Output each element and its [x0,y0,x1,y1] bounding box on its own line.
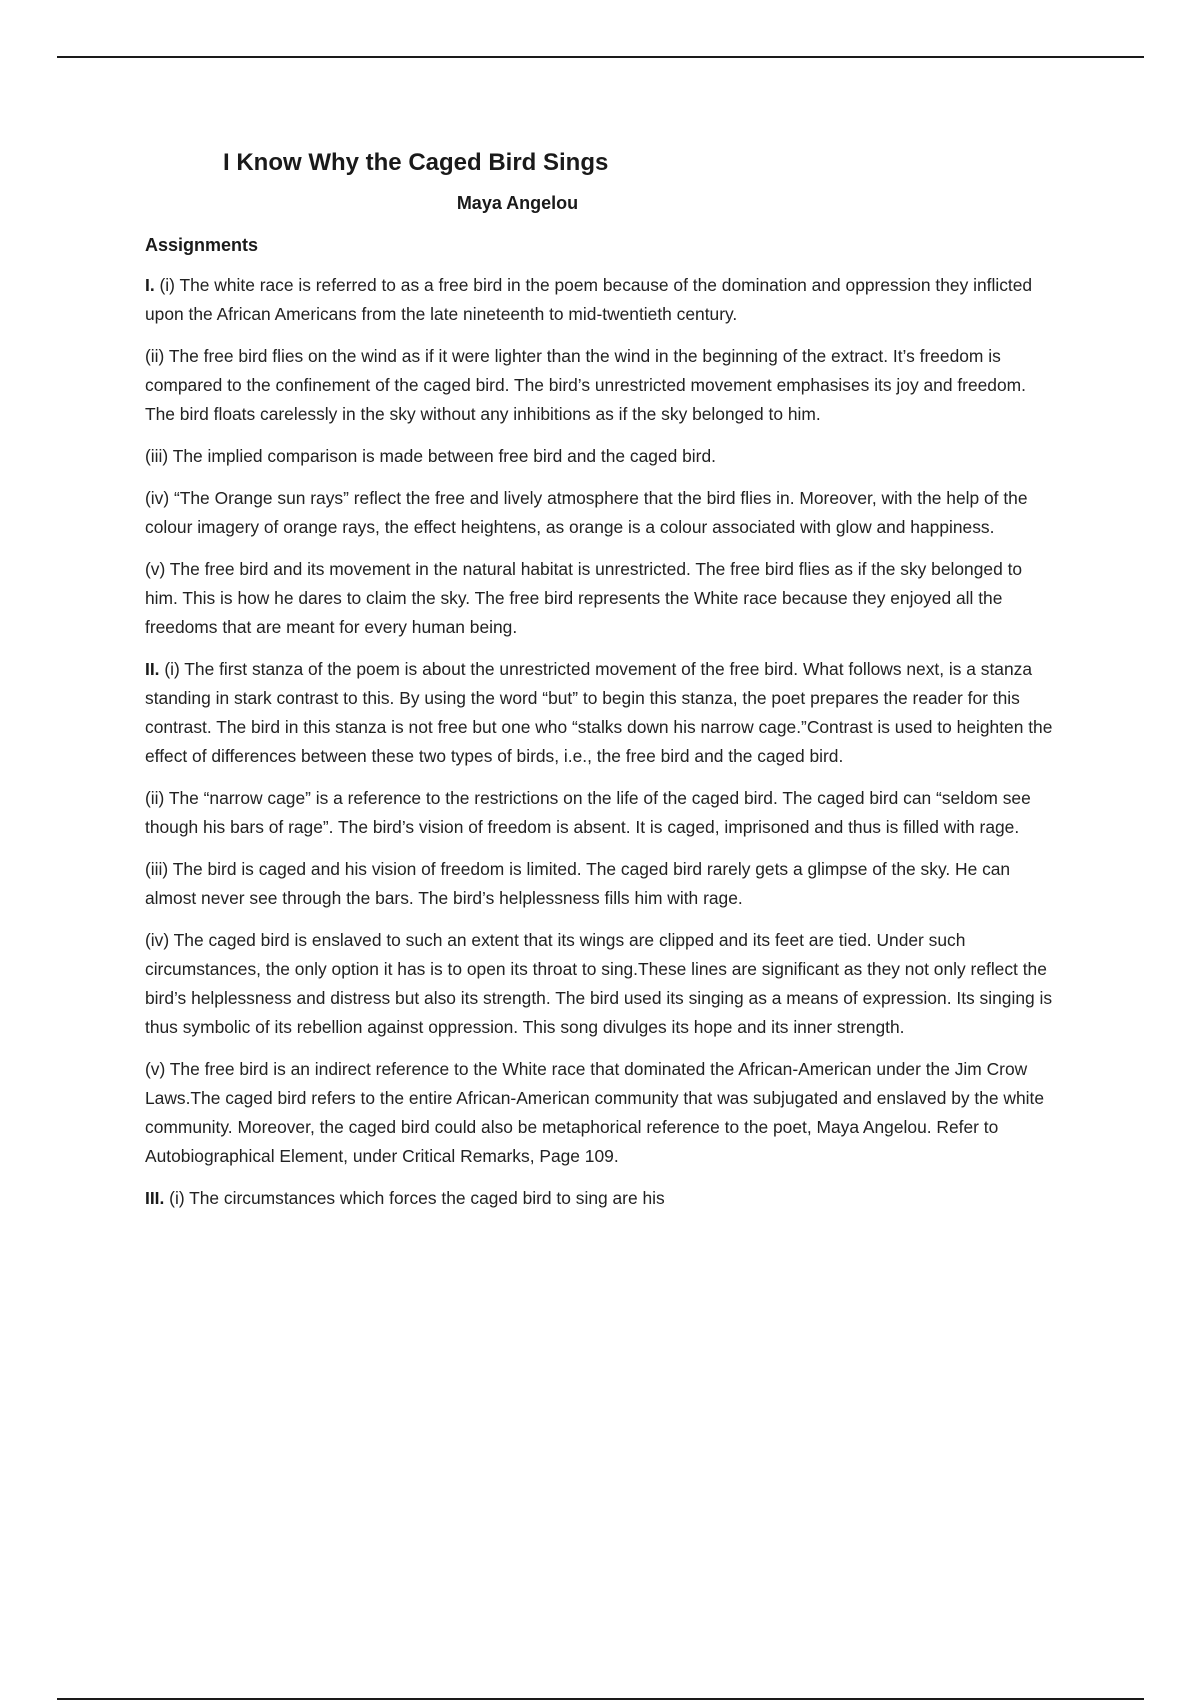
paragraph-text: (i) The circumstances which forces the caged bird to sing are his [164,1188,665,1208]
document-title: I Know Why the Caged Bird Sings [223,149,609,176]
paragraph-text: (ii) The free bird flies on the wind as if it were lighter than the wind in the beginning of the extract. It’s freedom is compared to the confinement of the caged bird. The bird’s unrestricted movement emphasises its joy and freedom. The bird floats carelessly in the sky without any inhibitions as if the sky belonged to him. [145,346,1026,424]
paragraph [145,342,1055,429]
paragraph [145,1055,1055,1171]
author-name: Maya Angelou [456,193,579,213]
document-body [145,146,1055,1213]
paragraph-text: (i) The white race is referred to as a free bird in the poem because of the domination and oppression they inflicted upon the African Americans from the late nineteenth to mid-twentieth century. [145,275,1033,324]
paragraph [145,855,1055,913]
paragraph [145,926,1055,1042]
paragraph-text: (iii) The bird is caged and his vision of freedom is limited. The caged bird rarely gets a glimpse of the sky. He can almost never see through the bars. The bird’s helplessness fills him with rage. [145,859,1011,908]
paragraph-text: (iii) The implied comparison is made between free bird and the caged bird. [145,446,716,466]
paragraph [145,655,1055,771]
paragraph [145,484,1055,542]
paragraph [145,784,1055,842]
paragraph-text: (ii) The “narrow cage” is a reference to the restrictions on the life of the caged bird. The caged bird can “seldom see though his bars of rage”. The bird’s vision of freedom is absent. It is caged, imprisoned and thus is filled with rage. [145,788,1031,837]
question-marker: III. [145,1188,165,1208]
paragraph-text: (iv) The caged bird is enslaved to such an extent that its wings are clipped and its feet are tied. Under such circumstances, the only option it has is to open its throat to sing.These lines are significant as they not only reflect the bird’s helplessness and distress but also its strength. The bird used its singing as a means of expression. Its singing is thus symbolic of its rebellion against oppression. This song divulges its hope and its inner strength. [145,930,1053,1037]
paragraph [145,555,1055,642]
question-marker: II. [145,659,160,679]
paragraph-text: (v) The free bird is an indirect reference to the White race that dominated the African-American under the Jim Crow Laws.The caged bird refers to the entire African-American community that was subjugated and enslaved by the white community. Moreover, the caged bird could also be metaphorical reference to the poet, Maya Angelou. Refer to Autobiographical Element, under Critical Remarks, Page 109. [145,1059,1044,1166]
paragraph [145,442,1055,471]
paragraph-text: (iv) “The Orange sun rays” reflect the free and lively atmosphere that the bird flies in. Moreover, with the help of the colour imagery of orange rays, the effect heightens, as orange is a colour associated with glow and happiness. [145,488,1028,537]
question-marker: I. [145,275,155,295]
paragraph-text: (i) The first stanza of the poem is about the unrestricted movement of the free bird. What follows next, is a stanza standing in stark contrast to this. By using the word “but” to begin this stanza, the poet prepares the reader for this contrast. The bird in this stanza is not free but one who “stalks down his narrow cage.”Contrast is used to heighten the effect of differences between these two types of birds, i.e., the free bird and the caged bird. [145,659,1053,766]
paragraph [145,271,1055,329]
top-rule [57,56,1144,58]
paragraph-text: (v) The free bird and its movement in the natural habitat is unrestricted. The free bird flies as if the sky belonged to him. This is how he dares to claim the sky. The free bird represents the White race because they enjoyed all the freedoms that are meant for every human being. [145,559,1023,637]
section-heading: Assignments [145,235,259,255]
paragraph [145,1184,1055,1213]
